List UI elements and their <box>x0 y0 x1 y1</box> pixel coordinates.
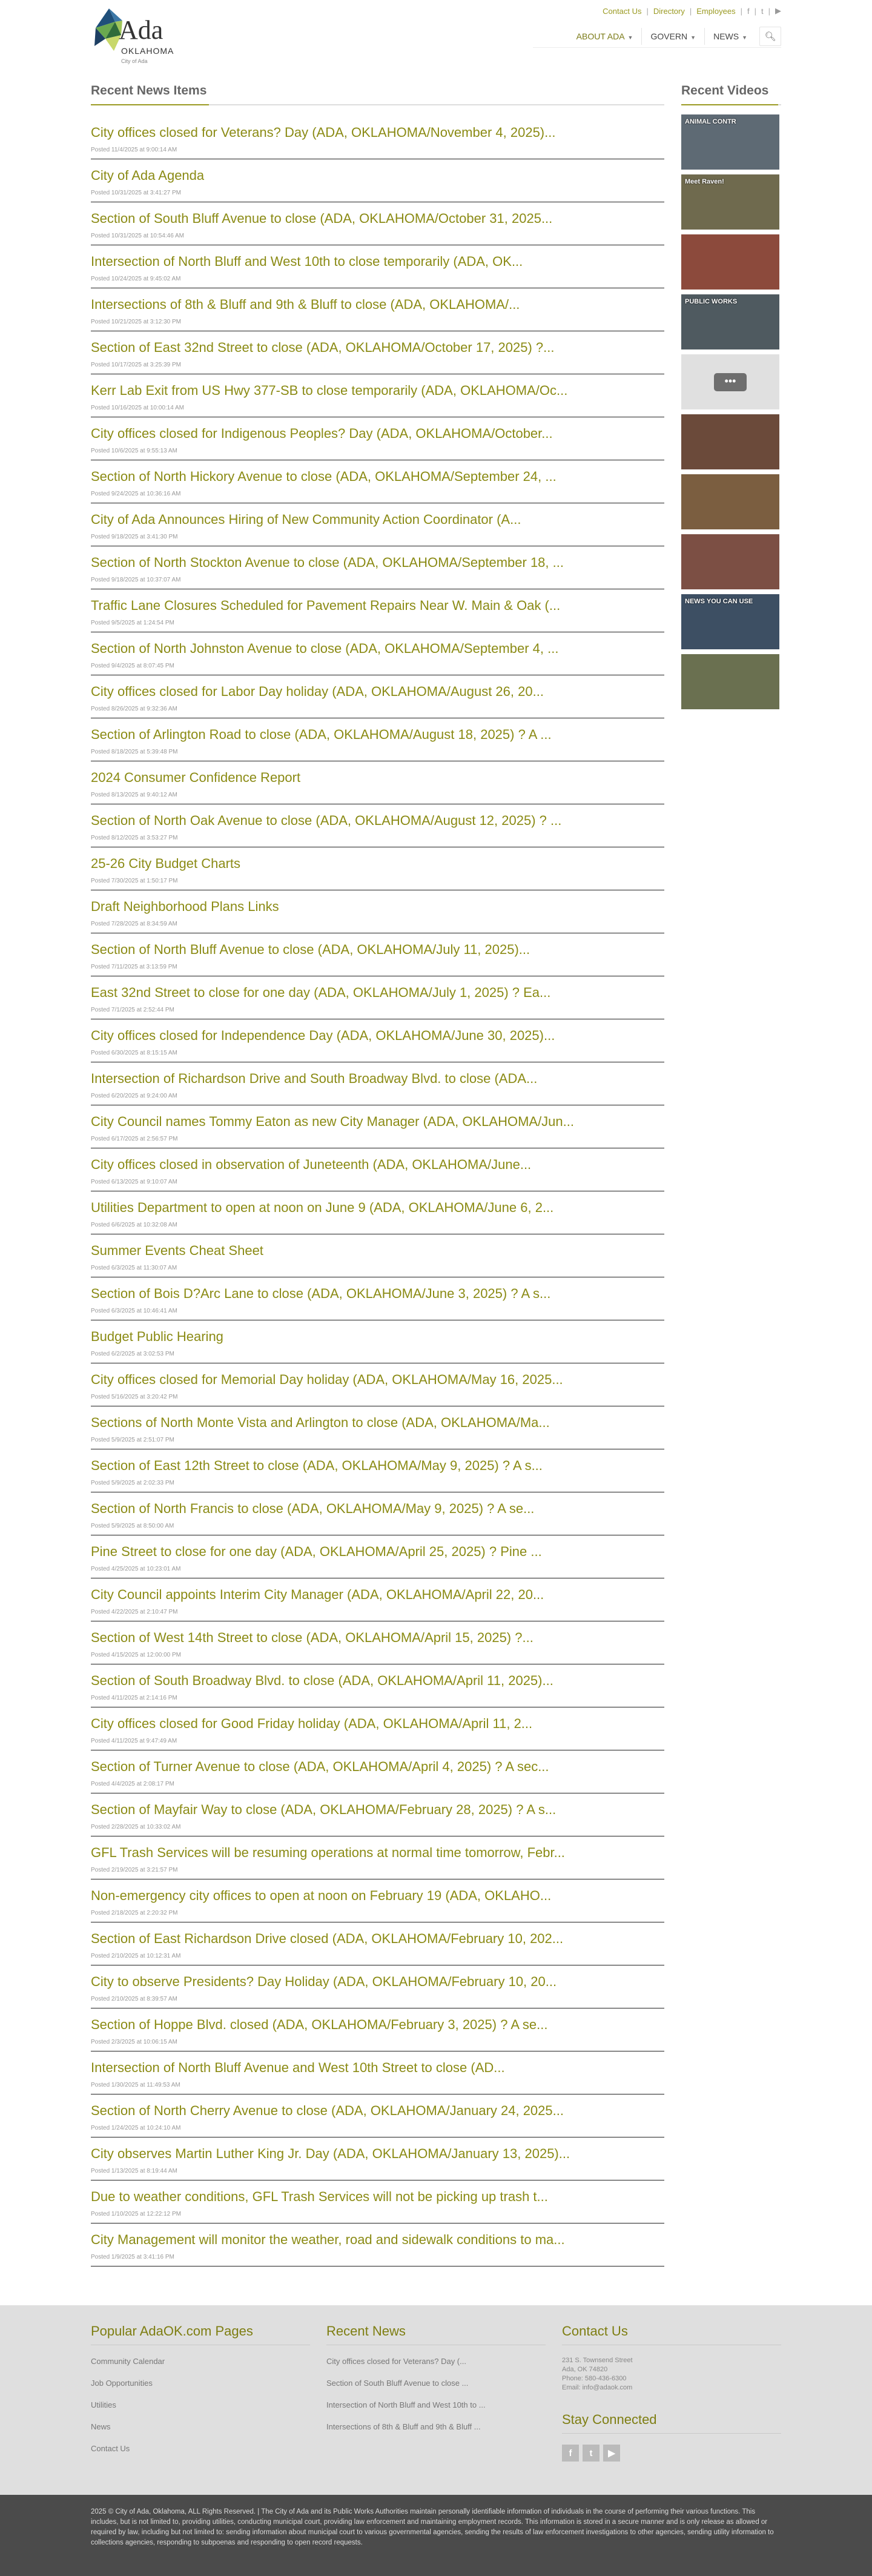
chevron-down-icon: ▼ <box>690 35 696 41</box>
nav-label: NEWS <box>713 31 739 41</box>
news-date: Posted 11/4/2025 at 9:00:14 AM <box>91 147 177 153</box>
video-caption: PUBLIC WORKS <box>685 298 738 305</box>
news-heading: Recent News Items <box>91 84 207 98</box>
news-date: Posted 2/3/2025 at 10:06:15 AM <box>91 2039 177 2045</box>
news-title-link[interactable]: 25-26 City Budget Charts <box>91 856 241 871</box>
news-title-link[interactable]: Due to weather conditions, GFL Trash Services will not be picking up trash t... <box>91 2189 548 2204</box>
news-title-link[interactable]: City Management will monitor the weather, road and sidewalk conditions to ma... <box>91 2232 565 2247</box>
video-caption: Meet Raven! <box>685 178 724 185</box>
news-item <box>91 1621 664 1664</box>
footer-news <box>326 2323 546 2443</box>
chevron-down-icon: ▼ <box>742 35 747 41</box>
footer-news-heading: Recent News <box>326 2323 406 2339</box>
news-item <box>91 718 664 761</box>
footer-news-link[interactable]: Intersection of North Bluff and West 10th to ... <box>326 2400 486 2409</box>
news-title-link[interactable]: City offices closed for Good Friday holiday (ADA, OKLAHOMA/April 11, 2... <box>91 1716 533 1731</box>
footer-news-link[interactable]: Section of South Bluff Avenue to close ... <box>326 2379 469 2388</box>
news-item <box>91 1320 664 1363</box>
news-title-link[interactable]: Section of East 12th Street to close (ADA, OKLAHOMA/May 9, 2025) ? A s... <box>91 1458 543 1473</box>
news-title-link[interactable]: Section of East 32nd Street to close (ADA, OKLAHOMA/October 17, 2025) ?... <box>91 340 555 355</box>
news-date: Posted 9/18/2025 at 3:41:30 PM <box>91 534 178 540</box>
news-date: Posted 8/26/2025 at 9:32:36 AM <box>91 706 177 712</box>
news-title-link[interactable]: Section of Bois D?Arc Lane to close (ADA, OKLAHOMA/June 3, 2025) ? A s... <box>91 1286 551 1301</box>
link-divider: | <box>740 6 742 16</box>
video-thumbnail[interactable] <box>681 234 779 290</box>
video-thumbnail[interactable] <box>681 174 779 230</box>
news-item <box>91 2137 664 2180</box>
heading-rule <box>681 104 781 105</box>
video-thumbnail[interactable] <box>681 474 779 529</box>
youtube-icon[interactable]: ▶ <box>775 6 781 15</box>
logo-text: Ada <box>119 15 164 45</box>
news-item <box>91 245 664 288</box>
nav-label: ABOUT ADA <box>576 31 625 41</box>
news-title-link[interactable]: City offices closed for Veterans? Day (ADA, OKLAHOMA/November 4, 2025)... <box>91 125 556 140</box>
twitter-icon[interactable]: t <box>583 2445 600 2462</box>
news-date: Posted 4/11/2025 at 2:14:16 PM <box>91 1695 177 1701</box>
news-item <box>91 1406 664 1449</box>
news-title-link[interactable]: Utilities Department to open at noon on June 9 (ADA, OKLAHOMA/June 6, 2... <box>91 1200 554 1215</box>
footer-contact-heading: Contact Us <box>562 2323 628 2339</box>
footer-page-link[interactable]: News <box>91 2422 111 2431</box>
news-item <box>91 976 664 1019</box>
employees-link[interactable]: Employees <box>696 6 736 16</box>
news-item <box>91 1707 664 1750</box>
stay-connected-heading: Stay Connected <box>562 2412 657 2427</box>
news-item <box>91 1922 664 1965</box>
news-item <box>91 460 664 503</box>
news-item <box>91 116 664 159</box>
news-date: Posted 6/20/2025 at 9:24:00 AM <box>91 1093 177 1099</box>
video-caption: NEWS YOU CAN USE <box>685 598 753 605</box>
video-thumbnail[interactable] <box>681 294 779 349</box>
news-item <box>91 847 664 890</box>
news-date: Posted 2/19/2025 at 3:21:57 PM <box>91 1867 178 1873</box>
news-item <box>91 1449 664 1492</box>
news-item <box>91 1578 664 1621</box>
news-date: Posted 7/11/2025 at 3:13:59 PM <box>91 964 177 970</box>
news-item <box>91 1535 664 1578</box>
search-icon: 🔍︎ <box>764 31 776 42</box>
news-title-link[interactable]: 2024 Consumer Confidence Report <box>91 770 301 785</box>
news-date: Posted 1/24/2025 at 10:24:10 AM <box>91 2125 181 2131</box>
news-title-link[interactable]: City offices closed for Labor Day holiday (ADA, OKLAHOMA/August 26, 20... <box>91 684 544 699</box>
news-title-link[interactable]: Intersection of Richardson Drive and South Broadway Blvd. to close (ADA... <box>91 1071 538 1086</box>
news-item <box>91 675 664 718</box>
news-item <box>91 890 664 933</box>
news-title-link[interactable]: Summer Events Cheat Sheet <box>91 1243 263 1258</box>
footer-pages <box>91 2323 310 2465</box>
news-date: Posted 1/13/2025 at 8:19:44 AM <box>91 2168 177 2174</box>
news-date: Posted 1/30/2025 at 11:49:53 AM <box>91 2082 180 2088</box>
news-item <box>91 2094 664 2137</box>
video-thumbnail[interactable] <box>681 354 779 409</box>
site-header <box>91 0 781 64</box>
news-title-link[interactable]: Section of Hoppe Blvd. closed (ADA, OKLAHOMA/February 3, 2025) ? A se... <box>91 2017 548 2032</box>
contact-email[interactable]: Email: info@adaok.com <box>562 2384 633 2391</box>
news-date: Posted 9/4/2025 at 8:07:45 PM <box>91 663 174 669</box>
news-date: Posted 2/28/2025 at 10:33:02 AM <box>91 1824 181 1830</box>
news-title-link[interactable]: City offices closed for Memorial Day holiday (ADA, OKLAHOMA/May 16, 2025... <box>91 1372 563 1387</box>
news-item <box>91 546 664 589</box>
news-item <box>91 1664 664 1707</box>
news-list <box>91 116 664 2266</box>
news-title-link[interactable]: Section of North Bluff Avenue to close (ADA, OKLAHOMA/July 11, 2025)... <box>91 942 530 957</box>
news-item <box>91 933 664 976</box>
news-item <box>91 1019 664 1062</box>
news-date: Posted 10/31/2025 at 10:54:46 AM <box>91 233 185 239</box>
news-title-link[interactable]: Section of Mayfair Way to close (ADA, OKLAHOMA/February 28, 2025) ? A s... <box>91 1802 557 1817</box>
news-date: Posted 9/24/2025 at 10:36:16 AM <box>91 491 181 497</box>
heading-rule <box>91 104 664 105</box>
news-title-link[interactable]: Section of North Stockton Avenue to close (ADA, OKLAHOMA/September 18, ... <box>91 555 564 570</box>
news-item <box>91 1965 664 2008</box>
news-date: Posted 2/10/2025 at 8:39:57 AM <box>91 1996 177 2002</box>
footer-page-link[interactable]: Utilities <box>91 2400 116 2409</box>
news-item <box>91 1879 664 1922</box>
news-date: Posted 2/10/2025 at 10:12:31 AM <box>91 1953 181 1959</box>
news-title-link[interactable]: City offices closed for Independence Day (ADA, OKLAHOMA/June 30, 2025)... <box>91 1028 555 1043</box>
logo-tagline: City of Ada <box>121 58 148 64</box>
news-item <box>91 2223 664 2266</box>
news-title-link[interactable]: Section of South Broadway Blvd. to close (ADA, OKLAHOMA/April 11, 2025)... <box>91 1673 553 1688</box>
news-date: Posted 10/24/2025 at 9:45:02 AM <box>91 276 181 282</box>
video-thumbnail[interactable] <box>681 654 779 709</box>
nav-divider <box>533 47 781 48</box>
news-title-link[interactable]: Kerr Lab Exit from US Hwy 377-SB to close temporarily (ADA, OKLAHOMA/Oc... <box>91 383 568 398</box>
news-item <box>91 1793 664 1836</box>
footer-page-link[interactable]: Job Opportunities <box>91 2379 153 2388</box>
news-title-link[interactable]: East 32nd Street to close for one day (ADA, OKLAHOMA/July 1, 2025) ? Ea... <box>91 985 551 1000</box>
footer-social <box>562 2445 781 2462</box>
video-thumbnail[interactable] <box>681 114 779 170</box>
news-column <box>91 84 664 2266</box>
videos-column <box>681 84 781 714</box>
news-date: Posted 10/16/2025 at 10:00:14 AM <box>91 405 185 411</box>
news-title-link[interactable]: City of Ada Agenda <box>91 168 205 183</box>
news-date: Posted 5/9/2025 at 8:50:00 AM <box>91 1523 174 1529</box>
news-date: Posted 10/17/2025 at 3:25:39 PM <box>91 362 181 368</box>
news-item <box>91 1363 664 1406</box>
news-date: Posted 4/4/2025 at 2:08:17 PM <box>91 1781 174 1787</box>
contact-address: 231 S. Townsend Street <box>562 2357 633 2364</box>
chevron-down-icon: ▼ <box>627 35 633 41</box>
footer-news-list <box>326 2356 546 2443</box>
main-nav <box>568 27 781 46</box>
city-logo[interactable] <box>91 4 188 76</box>
news-item <box>91 1062 664 1105</box>
news-title-link[interactable]: Budget Public Hearing <box>91 1329 223 1344</box>
news-date: Posted 4/15/2025 at 12:00:00 PM <box>91 1652 181 1658</box>
news-date: Posted 6/30/2025 at 8:15:15 AM <box>91 1050 177 1056</box>
video-thumbnail[interactable] <box>681 534 779 589</box>
news-item <box>91 1492 664 1535</box>
news-date: Posted 8/18/2025 at 5:39:48 PM <box>91 749 178 755</box>
twitter-icon[interactable]: t <box>761 6 764 16</box>
video-caption: ANIMAL CONTR <box>685 118 736 125</box>
nav-about-ada[interactable] <box>568 28 642 45</box>
news-title-link[interactable]: City Council appoints Interim City Manager (ADA, OKLAHOMA/April 22, 20... <box>91 1587 544 1602</box>
news-title-link[interactable]: Non-emergency city offices to open at noon on February 19 (ADA, OKLAHO... <box>91 1888 552 1903</box>
news-item <box>91 159 664 202</box>
news-item <box>91 632 664 675</box>
news-title-link[interactable]: Section of North Johnston Avenue to close (ADA, OKLAHOMA/September 4, ... <box>91 641 559 656</box>
news-title-link[interactable]: Traffic Lane Closures Scheduled for Pavement Repairs Near W. Main & Oak (... <box>91 598 561 613</box>
link-divider: | <box>646 6 649 16</box>
news-item <box>91 374 664 417</box>
news-date: Posted 7/30/2025 at 1:50:17 PM <box>91 878 178 884</box>
footer-news-link[interactable]: Intersections of 8th & Bluff and 9th & Bluff ... <box>326 2422 481 2431</box>
link-divider: | <box>768 6 770 16</box>
news-date: Posted 6/6/2025 at 10:32:08 AM <box>91 1222 177 1228</box>
news-title-link[interactable]: Section of North Francis to close (ADA, OKLAHOMA/May 9, 2025) ? A se... <box>91 1501 535 1516</box>
nav-govern[interactable] <box>641 28 704 45</box>
video-list <box>681 114 781 709</box>
nav-news[interactable] <box>704 28 756 45</box>
news-date: Posted 10/6/2025 at 9:55:13 AM <box>91 448 177 454</box>
news-date: Posted 6/17/2025 at 2:56:57 PM <box>91 1136 178 1142</box>
contact-city: Ada, OK 74820 <box>562 2366 608 2373</box>
news-item <box>91 1836 664 1879</box>
link-divider: | <box>754 6 756 16</box>
news-item <box>91 202 664 245</box>
footer-pages-list <box>91 2356 310 2465</box>
more-icon: ••• <box>714 373 747 391</box>
site-footer <box>0 2305 872 2495</box>
news-title-link[interactable]: City to observe Presidents? Day Holiday (ADA, OKLAHOMA/February 10, 20... <box>91 1974 557 1989</box>
news-item <box>91 1234 664 1277</box>
news-title-link[interactable]: Sections of North Monte Vista and Arlington to close (ADA, OKLAHOMA/Ma... <box>91 1415 550 1430</box>
news-date: Posted 6/3/2025 at 10:46:41 AM <box>91 1308 177 1314</box>
news-title-link[interactable]: Draft Neighborhood Plans Links <box>91 899 279 914</box>
news-item <box>91 589 664 632</box>
news-title-link[interactable]: City Council names Tommy Eaton as new City Manager (ADA, OKLAHOMA/Jun... <box>91 1114 574 1129</box>
videos-heading: Recent Videos <box>681 84 769 98</box>
news-date: Posted 5/9/2025 at 2:51:07 PM <box>91 1437 174 1443</box>
logo-subtext: OKLAHOMA <box>121 46 174 56</box>
news-title-link[interactable]: City of Ada Announces Hiring of New Community Action Coordinator (A... <box>91 512 521 527</box>
news-item <box>91 1277 664 1320</box>
news-title-link[interactable]: Intersections of 8th & Bluff and 9th & Bluff to close (ADA, OKLAHOMA/... <box>91 297 520 312</box>
news-title-link[interactable]: Section of East Richardson Drive closed (ADA, OKLAHOMA/February 10, 202... <box>91 1931 564 1946</box>
news-title-link[interactable]: Pine Street to close for one day (ADA, OKLAHOMA/April 25, 2025) ? Pine ... <box>91 1544 542 1559</box>
news-date: Posted 7/28/2025 at 8:34:59 AM <box>91 921 177 927</box>
video-thumbnail[interactable] <box>681 414 779 469</box>
news-date: Posted 10/21/2025 at 3:12:30 PM <box>91 319 181 325</box>
search-button[interactable] <box>759 27 781 46</box>
news-date: Posted 8/13/2025 at 9:40:12 AM <box>91 792 177 798</box>
news-title-link[interactable]: Section of Arlington Road to close (ADA, OKLAHOMA/August 18, 2025) ? A ... <box>91 727 552 742</box>
news-title-link[interactable]: Section of North Cherry Avenue to close (ADA, OKLAHOMA/January 24, 2025... <box>91 2103 564 2118</box>
contact-us-link[interactable]: Contact Us <box>603 6 642 16</box>
news-item <box>91 2008 664 2051</box>
news-item <box>91 2051 664 2094</box>
footer-page-link[interactable]: Community Calendar <box>91 2357 165 2366</box>
stay-connected <box>562 2412 781 2462</box>
facebook-icon[interactable]: f <box>562 2445 579 2462</box>
news-item <box>91 288 664 331</box>
footer-page-link[interactable]: Contact Us <box>91 2444 130 2453</box>
news-item <box>91 1750 664 1793</box>
news-date: Posted 4/22/2025 at 2:10:47 PM <box>91 1609 178 1615</box>
nav-label: GOVERN <box>650 31 688 41</box>
news-title-link[interactable]: City offices closed for Indigenous Peoples? Day (ADA, OKLAHOMA/October... <box>91 426 553 441</box>
news-date: Posted 7/1/2025 at 2:52:44 PM <box>91 1007 174 1013</box>
contact-phone: Phone: 580-436-6300 <box>562 2375 627 2382</box>
news-item <box>91 804 664 847</box>
news-title-link[interactable]: City offices closed in observation of Juneteenth (ADA, OKLAHOMA/June... <box>91 1157 532 1172</box>
news-title-link[interactable]: Section of West 14th Street to close (ADA, OKLAHOMA/April 15, 2025) ?... <box>91 1630 533 1645</box>
utility-links <box>603 6 781 16</box>
copyright-text: 2025 © City of Ada, Oklahoma, ALL Rights Reserved. | The City of Ada and its Public Works Authorities maintain personally identifiable information of individuals in the course of performing their various functions. This includes, but is not limited to, providing utilities, conducting municipal court, providing law enforcement and maintaining employment records. This information is stored in a secure manner and is only release as allowed or required by law, including but not limited to: sending information about municipal court to various governmental agencies, sending the results of law enforcement investigations to other agencies, sending utility information to collections agencies, responding to subpoenas and responding to open record requests. <box>91 2508 774 2546</box>
link-divider: | <box>689 6 692 16</box>
news-date: Posted 4/11/2025 at 9:47:49 AM <box>91 1738 177 1744</box>
news-item <box>91 761 664 804</box>
news-item <box>91 417 664 460</box>
footer-rule <box>562 2433 781 2434</box>
news-date: Posted 8/12/2025 at 3:53:27 PM <box>91 835 178 841</box>
news-date: Posted 5/9/2025 at 2:02:33 PM <box>91 1480 174 1486</box>
news-date: Posted 6/3/2025 at 11:30:07 AM <box>91 1265 177 1271</box>
news-item <box>91 2180 664 2223</box>
news-item <box>91 1191 664 1234</box>
news-item <box>91 503 664 546</box>
copyright-bar <box>0 2495 872 2576</box>
youtube-icon[interactable]: ▶ <box>603 2445 620 2462</box>
news-title-link[interactable]: GFL Trash Services will be resuming operations at normal time tomorrow, Febr... <box>91 1845 565 1860</box>
news-date: Posted 6/2/2025 at 3:02:53 PM <box>91 1351 174 1357</box>
news-title-link[interactable]: City observes Martin Luther King Jr. Day (ADA, OKLAHOMA/January 13, 2025)... <box>91 2146 570 2161</box>
news-date: Posted 9/5/2025 at 1:24:54 PM <box>91 620 174 626</box>
news-title-link[interactable]: Section of Turner Avenue to close (ADA, OKLAHOMA/April 4, 2025) ? A sec... <box>91 1759 549 1774</box>
news-title-link[interactable]: Section of North Oak Avenue to close (ADA, OKLAHOMA/August 12, 2025) ? ... <box>91 813 562 828</box>
directory-link[interactable]: Directory <box>653 6 685 16</box>
facebook-icon[interactable]: f <box>747 6 750 16</box>
news-title-link[interactable]: Section of North Hickory Avenue to close (ADA, OKLAHOMA/September 24, ... <box>91 469 557 484</box>
footer-news-link[interactable]: City offices closed for Veterans? Day (... <box>326 2357 466 2366</box>
news-date: Posted 4/25/2025 at 10:23:01 AM <box>91 1566 181 1572</box>
news-date: Posted 2/18/2025 at 2:20:32 PM <box>91 1910 178 1916</box>
news-date: Posted 5/16/2025 at 3:20:42 PM <box>91 1394 178 1400</box>
news-date: Posted 1/10/2025 at 12:22:12 PM <box>91 2211 181 2217</box>
news-date: Posted 10/31/2025 at 3:41:27 PM <box>91 190 181 196</box>
news-item <box>91 331 664 374</box>
news-title-link[interactable]: Intersection of North Bluff and West 10th to close temporarily (ADA, OK... <box>91 254 523 269</box>
news-item <box>91 1148 664 1191</box>
contact-details <box>562 2356 781 2392</box>
news-date: Posted 6/13/2025 at 9:10:07 AM <box>91 1179 177 1185</box>
news-date: Posted 9/18/2025 at 10:37:07 AM <box>91 577 181 583</box>
news-item <box>91 1105 664 1148</box>
footer-pages-heading: Popular AdaOK.com Pages <box>91 2323 253 2339</box>
news-title-link[interactable]: Section of South Bluff Avenue to close (ADA, OKLAHOMA/October 31, 2025... <box>91 211 553 226</box>
footer-contact <box>562 2323 781 2462</box>
video-thumbnail[interactable] <box>681 594 779 649</box>
news-date: Posted 1/9/2025 at 3:41:16 PM <box>91 2254 174 2260</box>
news-title-link[interactable]: Intersection of North Bluff Avenue and West 10th Street to close (AD... <box>91 2060 505 2075</box>
